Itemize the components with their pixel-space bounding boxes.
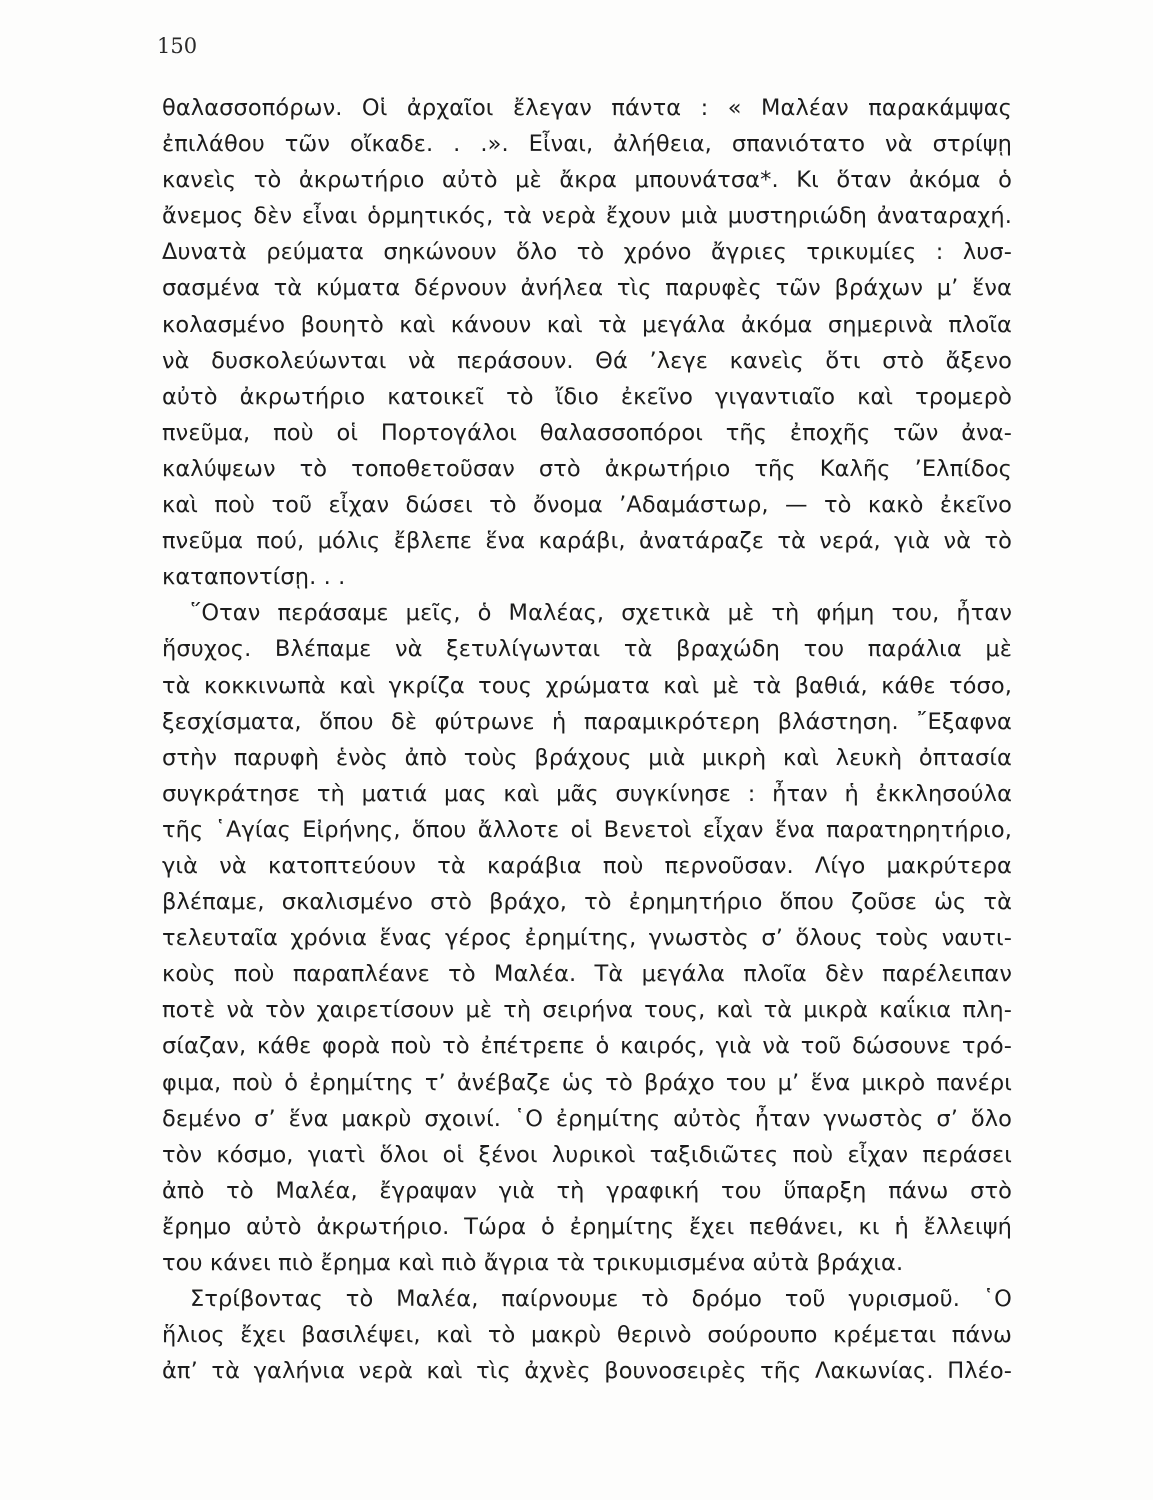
text-line: ῞Οταν περάσαμε μεῖς, ὁ Μαλέας, σχετικὰ μὲ τὴ φήμη του, ἦταν bbox=[190, 600, 1012, 627]
text-line: φιμα, ποὺ ὁ ἐρημίτης τ’ ἀνέβαζε ὡς τὸ βράχο του μ’ ἕνα μικρὸ πανέρι bbox=[162, 1069, 1012, 1096]
text-line: τὰ κοκκινωπὰ καὶ γκρίζα τους χρώματα καὶ μὲ τὰ βαθιά, κάθε τόσο, bbox=[162, 672, 1012, 699]
text-line: ἀπ’ τὰ γαλήνια νερὰ καὶ τὶς ἀχνὲς βουνοσειρὲς τῆς Λακωνίας. Πλέο- bbox=[162, 1358, 1012, 1385]
text-line: ἥσυχος. Βλέπαμε νὰ ξετυλίγωνται τὰ βραχώδη του παράλια μὲ bbox=[162, 636, 1012, 663]
text-line: του κάνει πιὸ ἔρημα καὶ πιὸ ἄγρια τὰ τρικυμισμένα αὐτὰ βράχια. bbox=[162, 1250, 904, 1276]
text-line: καταποντίσῃ. . . bbox=[162, 564, 346, 591]
text-line: νὰ δυσκολεύωνται νὰ περάσουν. Θά ’λεγε κανεὶς ὅτι στὸ ἄξενο bbox=[162, 347, 1012, 374]
text-line: ξεσχίσματα, ὅπου δὲ φύτρωνε ἡ παραμικρότερη βλάστηση. ῎Εξαφνα bbox=[162, 708, 1012, 735]
text-line: καὶ ποὺ τοῦ εἶχαν δώσει τὸ ὄνομα ’Αδαμάστωρ, — τὸ κακὸ ἐκεῖνο bbox=[162, 492, 1012, 519]
text-line: Δυνατὰ ρεύματα σηκώνουν ὅλο τὸ χρόνο ἄγριες τρικυμίες : λυσ- bbox=[162, 239, 1012, 266]
text-line: Στρίβοντας τὸ Μαλέα, παίρνουμε τὸ δρόμο τοῦ γυρισμοῦ. ῾Ο bbox=[190, 1286, 1012, 1313]
page-number: 150 bbox=[157, 34, 198, 58]
text-line: συγκράτησε τὴ ματιά μας καὶ μᾶς συγκίνησε : ἦταν ἡ ἐκκλησούλα bbox=[162, 780, 1012, 807]
text-line: ποτὲ νὰ τὸν χαιρετίσουν μὲ τὴ σειρήνα τους, καὶ τὰ μικρὰ καΐκια πλη- bbox=[162, 997, 1012, 1024]
text-line: σασμένα τὰ κύματα δέρνουν ἀνήλεα τὶς παρυφὲς τῶν βράχων μ’ ἕνα bbox=[162, 275, 1012, 302]
text-line: πνεῦμα πού, μόλις ἔβλεπε ἕνα καράβι, ἀνατάραζε τὰ νερά, γιὰ νὰ τὸ bbox=[162, 528, 1012, 555]
text-line: ἥλιος ἔχει βασιλέψει, καὶ τὸ μακρὺ θερινὸ σούρουπο κρέμεται πάνω bbox=[162, 1322, 1012, 1349]
text-line: ἐπιλάθου τῶν οἴκαδε. . .». Εἶναι, ἀλήθεια, σπανιότατο νὰ στρίψῃ bbox=[162, 131, 1012, 158]
text-line: γιὰ νὰ κατοπτεύουν τὰ καράβια ποὺ περνοῦσαν. Λίγο μακρύτερα bbox=[162, 852, 1012, 879]
text-line: καλύψεων τὸ τοποθετοῦσαν στὸ ἀκρωτήριο τῆς Καλῆς ’Ελπίδος bbox=[162, 455, 1012, 482]
text-line: αὐτὸ ἀκρωτήριο κατοικεῖ τὸ ἴδιο ἐκεῖνο γιγαντιαῖο καὶ τρομερὸ bbox=[162, 383, 1012, 410]
text-line: ἄνεμος δὲν εἶναι ὁρμητικός, τὰ νερὰ ἔχουν μιὰ μυστηριώδη ἀναταραχή. bbox=[162, 203, 1012, 230]
text-line: ἀπὸ τὸ Μαλέα, ἔγραψαν γιὰ τὴ γραφική του ὕπαρξη πάνω στὸ bbox=[162, 1177, 1012, 1204]
text-line: κανεὶς τὸ ἀκρωτήριο αὐτὸ μὲ ἄκρα μπουνάτσα*. Κι ὅταν ἀκόμα ὁ bbox=[162, 167, 1012, 194]
text-line: στὴν παρυφὴ ἑνὸς ἀπὸ τοὺς βράχους μιὰ μικρὴ καὶ λευκὴ ὀπτασία bbox=[162, 744, 1012, 771]
text-line: κολασμένο βουητὸ καὶ κάνουν καὶ τὰ μεγάλα ἀκόμα σημερινὰ πλοῖα bbox=[162, 311, 1012, 338]
text-line: τὸν κόσμο, γιατὶ ὅλοι οἱ ξένοι λυρικοὶ ταξιδιῶτες ποὺ εἶχαν περάσει bbox=[162, 1141, 1012, 1168]
text-line: πνεῦμα, ποὺ οἱ Πορτογάλοι θαλασσοπόροι τῆς ἐποχῆς τῶν ἀνα- bbox=[162, 419, 1012, 446]
text-line: κοὺς ποὺ παραπλέανε τὸ Μαλέα. Τὰ μεγάλα πλοῖα δὲν παρέλειπαν bbox=[162, 961, 1012, 988]
body-text bbox=[162, 90, 1012, 1389]
text-line: ἔρημο αὐτὸ ἀκρωτήριο. Τώρα ὁ ἐρημίτης ἔχει πεθάνει, κι ἡ ἔλλειψή bbox=[162, 1213, 1012, 1240]
text-line: τελευταῖα χρόνια ἕνας γέρος ἐρημίτης, γνωστὸς σ’ ὅλους τοὺς ναυτι- bbox=[162, 925, 1012, 952]
text-line: θαλασσοπόρων. Οἱ ἀρχαῖοι ἔλεγαν πάντα : « Μαλέαν παρακάμψας bbox=[162, 95, 1012, 121]
text-line: σίαζαν, κάθε φορὰ ποὺ τὸ ἐπέτρεπε ὁ καιρός, γιὰ νὰ τοῦ δώσουνε τρό- bbox=[162, 1033, 1012, 1060]
text-line: τῆς ῾Αγίας Εἰρήνης, ὅπου ἄλλοτε οἱ Βενετοὶ εἶχαν ἕνα παρατηρητήριο, bbox=[162, 816, 1012, 843]
text-line: βλέπαμε, σκαλισμένο στὸ βράχο, τὸ ἐρημητήριο ὅπου ζοῦσε ὡς τὰ bbox=[162, 889, 1012, 916]
text-line: δεμένο σ’ ἕνα μακρὺ σχοινί. ῾Ο ἐρημίτης αὐτὸς ἦταν γνωστὸς σ’ ὅλο bbox=[162, 1105, 1012, 1132]
